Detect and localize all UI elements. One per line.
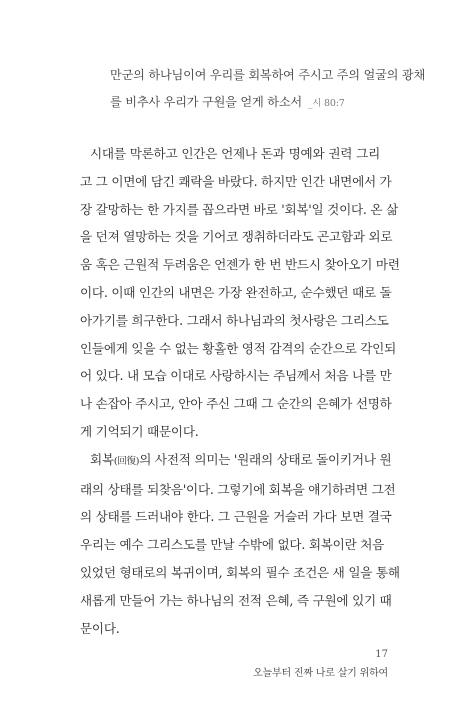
body-text bbox=[80, 140, 400, 642]
body-line: 을 던져 열망하는 것을 기어코 쟁취하더라도 곤고함과 외로 bbox=[80, 229, 393, 245]
body-line: 있었던 형태로의 복귀이며, 회복의 필수 조건은 새 일을 통해 bbox=[80, 564, 400, 580]
paragraph-1 bbox=[80, 140, 400, 446]
page-footer bbox=[253, 649, 388, 679]
body-line bbox=[80, 446, 392, 476]
page-number: 17 bbox=[375, 649, 388, 660]
epigraph-line-1: 만군의 하나님이여 우리를 회복하여 주시고 주의 얼굴의 광채 bbox=[110, 68, 426, 82]
body-line-rest: 의 사전적 의미는 '원래의 상태로 돌이키거나 원 bbox=[139, 451, 392, 467]
body-line: 인들에게 잊을 수 없는 황홀한 영적 감격의 순간으로 각인되 bbox=[80, 340, 396, 356]
body-line: 이다. 이때 인간의 내면은 가장 완전하고, 순수했던 때로 돌 bbox=[80, 284, 392, 300]
epigraph-line-2-text: 를 비추사 우리가 구원을 얻게 하소서 bbox=[110, 95, 302, 109]
term-recovery: 회복 bbox=[90, 451, 114, 467]
epigraph-reference: _시 80:7 bbox=[307, 98, 345, 109]
body-line: 의 상태를 드러내야 한다. 그 근원을 거슬러 가다 보면 결국 bbox=[80, 509, 392, 525]
body-line: 나 손잡아 주시고, 안아 주신 그때 그 순간의 은혜가 선명하 bbox=[80, 396, 392, 412]
epigraph-quote bbox=[110, 62, 426, 117]
body-line: 고 그 이면에 담긴 쾌락을 바랐다. 하지만 인간 내면에서 가 bbox=[80, 173, 392, 189]
body-line: 게 기억되기 때문이다. bbox=[80, 423, 199, 439]
epigraph-line-2 bbox=[110, 89, 410, 117]
body-line: 새롭게 만들어 가는 하나님의 전적 은혜, 즉 구원에 있기 때 bbox=[80, 592, 392, 608]
term-hanja: (回復) bbox=[113, 455, 140, 467]
running-title: 오늘부터 진짜 나로 살기 위하여 bbox=[253, 668, 388, 679]
body-line: 우리는 예수 그리스도를 만날 수밖에 없다. 회복이란 처음 bbox=[80, 537, 385, 553]
body-line: 움 혹은 근원적 두려움은 언젠가 한 번 반드시 찾아오기 마련 bbox=[80, 257, 400, 273]
body-line: 래의 상태를 되찾음'이다. 그렇기에 회복을 얘기하려면 그전 bbox=[80, 481, 396, 497]
body-line: 문이다. bbox=[80, 620, 120, 636]
body-line: 어 있다. 내 모습 이대로 사랑하시는 주님께서 처음 나를 만 bbox=[80, 368, 392, 384]
body-line: 시대를 막론하고 인간은 언제나 돈과 명예와 권력 그리 bbox=[90, 146, 380, 161]
body-line: 장 갈망하는 한 가지를 꼽으라면 바로 '회복'일 것이다. 온 삶 bbox=[80, 201, 399, 217]
body-line: 아가기를 희구한다. 그래서 하나님과의 첫사랑은 그리스도 bbox=[80, 312, 389, 328]
paragraph-2 bbox=[80, 446, 400, 643]
